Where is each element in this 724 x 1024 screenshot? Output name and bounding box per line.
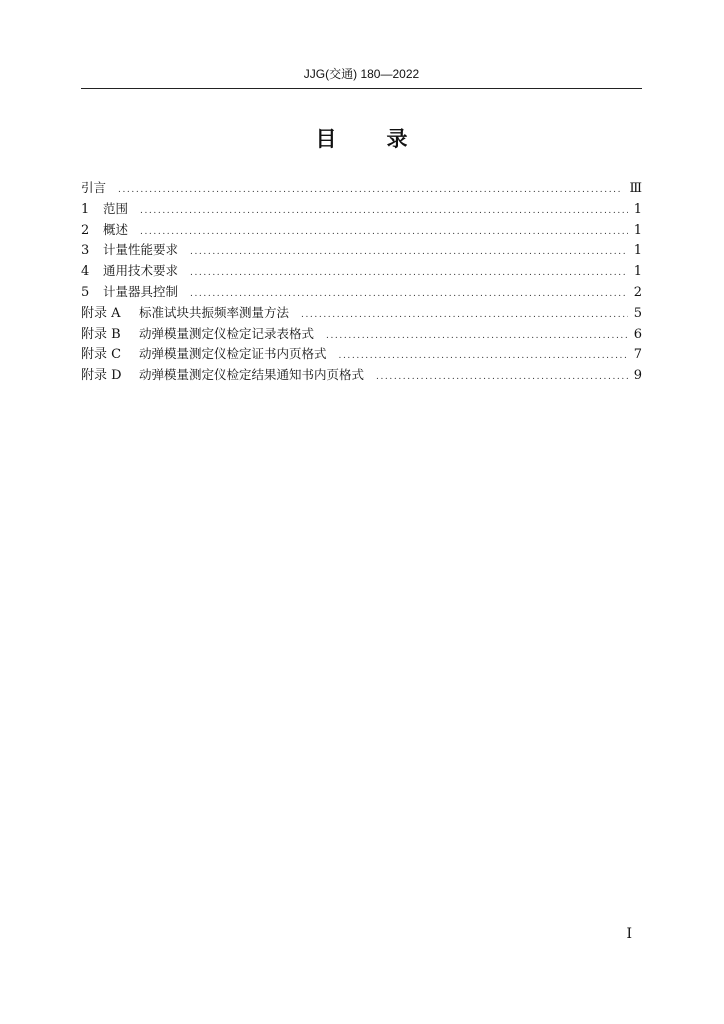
header-rule	[81, 88, 642, 89]
toc-dot-leader	[190, 242, 628, 263]
running-header: JJG(交通) 180—2022	[303, 67, 420, 81]
toc-entry-4[interactable]	[81, 261, 642, 282]
table-of-contents	[81, 178, 642, 386]
toc-entry-appendix-c[interactable]	[81, 344, 642, 365]
toc-entry-page: 5	[633, 305, 642, 321]
toc-entry-label: 范围	[103, 200, 129, 216]
toc-entry-number: 2	[81, 222, 90, 238]
toc-dot-leader	[339, 346, 628, 367]
toc-entry-page: 1	[633, 264, 642, 280]
toc-entry-page: 1	[633, 243, 642, 259]
toc-entry-2[interactable]	[81, 220, 642, 241]
toc-entry-page: Ⅲ	[629, 181, 642, 196]
toc-entry-page: 6	[633, 326, 642, 342]
toc-entry-page: 9	[633, 368, 642, 384]
toc-entry-label: 计量性能要求	[103, 242, 179, 258]
toc-entry-appendix-a[interactable]	[81, 303, 642, 324]
toc-entry-appendix-d[interactable]	[81, 365, 642, 386]
toc-entry-number: 附录 C	[81, 347, 122, 363]
page-title	[81, 125, 642, 153]
toc-entry-page: 1	[633, 222, 642, 238]
toc-entry-label: 动弹模量测定仪检定记录表格式	[139, 325, 315, 341]
toc-dot-leader	[376, 367, 628, 388]
toc-entry-appendix-b[interactable]	[81, 324, 642, 345]
toc-entry-page: 2	[633, 284, 642, 300]
title-char-2: 录	[386, 127, 408, 151]
toc-entry-number: 1	[81, 201, 90, 217]
toc-entry-page: 1	[633, 201, 642, 217]
page-number: I	[626, 926, 632, 942]
toc-entry-1[interactable]	[81, 199, 642, 220]
toc-dot-leader	[190, 284, 628, 305]
title-char-1: 目	[315, 127, 337, 151]
toc-entry-number: 附录 A	[81, 305, 121, 321]
toc-entry-page: 7	[633, 347, 642, 363]
toc-dot-leader	[190, 263, 628, 284]
toc-entry-label: 动弹模量测定仪检定证书内页格式	[139, 346, 327, 362]
toc-dot-leader	[326, 326, 628, 347]
toc-entry-number: 附录 B	[81, 326, 121, 342]
toc-entry-label: 概述	[103, 221, 129, 237]
toc-entry-5[interactable]	[81, 282, 642, 303]
toc-entry-label: 计量器具控制	[103, 283, 179, 299]
toc-entry-label: 引言	[81, 180, 107, 195]
toc-dot-leader	[118, 180, 623, 201]
toc-entry-label: 动弹模量测定仪检定结果通知书内页格式	[139, 367, 365, 383]
toc-dot-leader	[140, 222, 628, 243]
toc-entry-label: 通用技术要求	[103, 263, 179, 279]
toc-dot-leader	[140, 201, 628, 222]
toc-entry-number: 3	[81, 243, 90, 259]
toc-dot-leader	[301, 305, 628, 326]
toc-entry-number: 附录 D	[81, 368, 122, 384]
toc-entry-label: 标准试块共振频率测量方法	[139, 304, 290, 320]
toc-entry-number: 5	[81, 284, 90, 300]
toc-entry-3[interactable]	[81, 240, 642, 261]
toc-entry-introduction[interactable]	[81, 178, 642, 199]
toc-entry-number: 4	[81, 264, 90, 280]
